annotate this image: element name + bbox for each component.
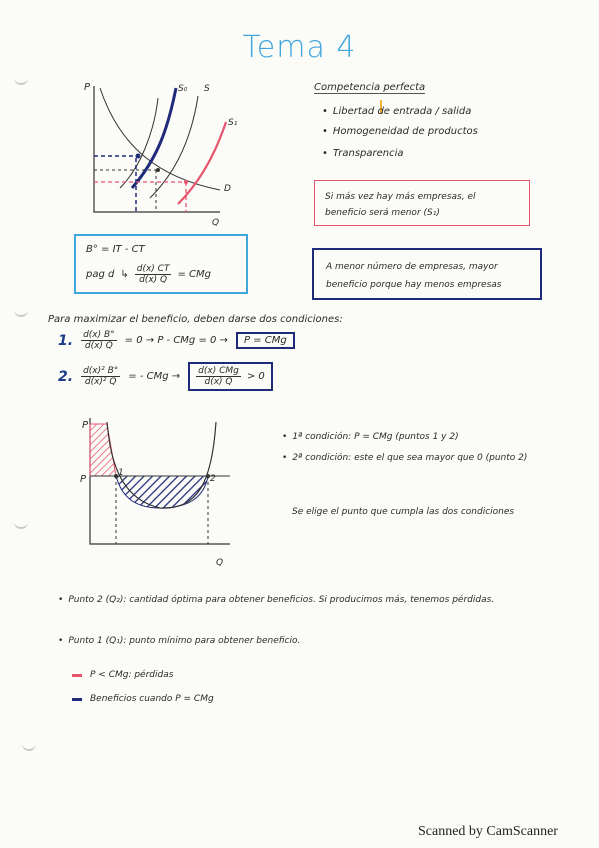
supply-demand-graph — [80, 78, 250, 228]
cond2-boxed-num: d(x) CMg — [198, 366, 239, 376]
formula-arrow: ↳ — [120, 269, 129, 280]
condition-1 — [58, 330, 295, 351]
s-label: S — [204, 84, 210, 94]
page-title: Tema 4 — [242, 30, 357, 65]
legend-swatch-navy — [72, 698, 82, 701]
navy-note: A menor número de empresas, mayor beneficio porque hay menos empresas — [326, 262, 502, 290]
cmg-frac-num: d(x) CT — [136, 264, 170, 274]
formula-lead: pag d — [86, 269, 115, 280]
legend-label: Beneficios cuando P = CMg — [90, 694, 214, 704]
legend-swatch-pink — [72, 674, 82, 677]
cond2-boxed-den: d(x) Q — [204, 377, 233, 387]
cost-curve-graph — [80, 412, 240, 562]
s0-label: S₀ — [178, 84, 188, 94]
formula-tail: = CMg — [177, 269, 211, 280]
punch-hole — [14, 308, 28, 317]
cmg-frac-den: d(x) Q — [139, 275, 168, 285]
maximizar-text: Para maximizar el beneficio, deben darse dos condiciones: — [48, 314, 343, 325]
axis-q-label: Q — [212, 218, 220, 228]
axis-p-label: P — [84, 82, 91, 93]
legend-label: P < CMg: pérdidas — [90, 670, 174, 680]
cond2-frac-den: d(x)² Q — [84, 377, 117, 387]
cond1-frac-num: d(x) B° — [83, 330, 115, 340]
cond2-mid: = - CMg → — [128, 371, 181, 382]
punto-1-note: • Punto 1 (Q₁): punto mínimo para obtener beneficio. — [58, 636, 518, 646]
profit-formula: B° = IT - CT — [86, 244, 145, 255]
formula-line2 — [86, 264, 211, 285]
pink-note-box — [314, 180, 530, 226]
s1-label: S₁ — [228, 118, 238, 128]
competencia-heading: Competencia perfecta — [314, 82, 426, 93]
condition-number: 1. — [58, 332, 74, 349]
profit-formula-box — [74, 234, 248, 294]
punch-hole — [14, 76, 28, 85]
competencia-item: • Homogeneidad de productos — [322, 126, 478, 137]
d-label: D — [224, 184, 231, 194]
cond1-frac-den: d(x) Q — [84, 341, 113, 351]
legend-loss — [72, 670, 173, 680]
condition-number: 2. — [58, 368, 74, 385]
cond1-boxed: P = CMg — [236, 332, 295, 349]
elige-text: Se elige el punto que cumpla las dos condiciones — [292, 507, 515, 517]
punch-hole — [14, 520, 28, 529]
punto-2-note: • Punto 2 (Q₂): cantidad óptima para obtener beneficios. Si producimos más, tenemos pérdidas. — [58, 590, 528, 610]
point-2-label: 2 — [210, 474, 216, 484]
competencia-item: • Transparencia — [322, 148, 404, 159]
camscanner-footer: Scanned by CamScanner — [418, 824, 558, 839]
cmg-fraction — [135, 264, 172, 285]
note-condition-2: • 2ª condición: este el que sea mayor que 0 (punto 2) — [282, 448, 542, 468]
competencia-item: • Libertad de entrada / salida — [322, 106, 471, 117]
cond1-mid: = 0 → P - CMg = 0 → — [124, 335, 228, 346]
cond1-fraction — [81, 330, 117, 351]
condition-2 — [58, 362, 273, 391]
navy-note-box — [312, 248, 542, 300]
cond2-boxed-fraction — [196, 366, 241, 387]
cond2-frac-num: d(x)² B° — [83, 366, 119, 376]
legend-profit — [72, 694, 214, 704]
point-1-label: 1 — [118, 468, 124, 478]
pink-note: Si más vez hay más empresas, el beneficio será menor (S₁) — [325, 192, 476, 218]
price-level-label: P — [80, 474, 87, 485]
punch-hole — [22, 742, 36, 751]
note-condition-1: • 1ª condición: P = CMg (puntos 1 y 2) — [282, 428, 542, 446]
axis-p-label: P — [82, 420, 89, 431]
cond2-boxed-tail: > 0 — [246, 371, 265, 382]
axis-q-label: Q — [216, 558, 224, 568]
cond2-boxed — [188, 362, 273, 391]
cond2-fraction — [81, 366, 120, 387]
